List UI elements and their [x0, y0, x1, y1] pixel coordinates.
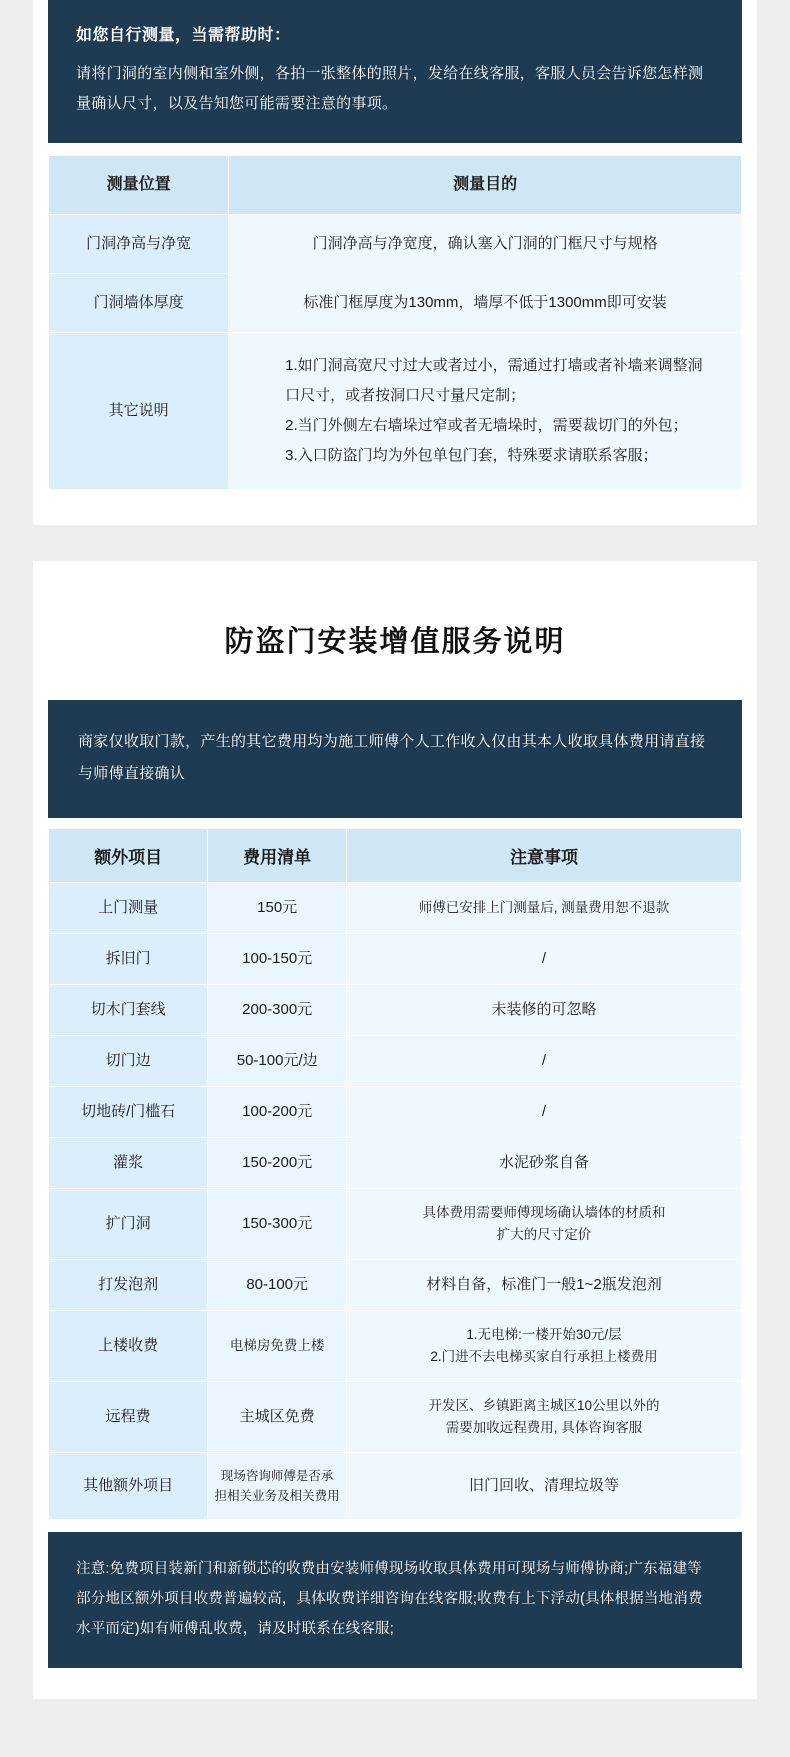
table-row — [49, 934, 742, 985]
cell-remark: 1.无电梯:一楼开始30元/层 2.门进不去电梯买家自行承担上楼费用 — [346, 1311, 741, 1382]
cell-fee: 主城区免费 — [208, 1382, 347, 1453]
table-row — [49, 1087, 742, 1138]
fee-warning-note: 注意:免费项目装新门和新锁芯的收费由安装师傅现场收取具体费用可现场与师傅协商;广东福建等部分地区额外项目收费普遍较高，具体收费详细咨询在线客服;收费有上下浮动(具体根据当地消费水平而定)如有师傅乱收费，请及时联系在线客服; — [48, 1532, 742, 1668]
measurement-table — [48, 155, 742, 490]
table-header-row — [49, 156, 742, 215]
cell-remark: 材料自备，标准门一般1~2瓶发泡剂 — [346, 1260, 741, 1311]
fee-table — [48, 828, 742, 1520]
cell-other-notes — [229, 333, 742, 490]
table-row — [49, 883, 742, 934]
table-row — [49, 1189, 742, 1260]
cell-position: 门洞净高与净宽 — [49, 215, 229, 274]
cell-item: 切木门套线 — [49, 985, 208, 1036]
cell-item: 切地砖/门槛石 — [49, 1087, 208, 1138]
cell-remark: / — [346, 1036, 741, 1087]
table-row — [49, 1311, 742, 1382]
section-gap — [0, 525, 790, 561]
measure-note-banner — [48, 0, 742, 143]
cell-fee: 现场咨询师傅是否承 担相关业务及相关费用 — [208, 1453, 347, 1520]
col-header-remark: 注意事项 — [346, 829, 741, 883]
cell-remark: / — [346, 934, 741, 985]
table-header-row — [49, 829, 742, 883]
page-bottom-gap — [0, 1699, 790, 1733]
cell-item: 切门边 — [49, 1036, 208, 1087]
cell-fee: 100-200元 — [208, 1087, 347, 1138]
table-row — [49, 1453, 742, 1520]
cell-fee: 50-100元/边 — [208, 1036, 347, 1087]
service-note-banner: 商家仅收取门款，产生的其它费用均为施工师傅个人工作收入仅由其本人收取具体费用请直接与师傅直接确认 — [48, 700, 742, 818]
cell-fee: 150-300元 — [208, 1189, 347, 1260]
table-row — [49, 1260, 742, 1311]
measurement-card — [33, 0, 757, 525]
table-row — [49, 1382, 742, 1453]
table-row — [49, 1036, 742, 1087]
col-header-purpose: 测量目的 — [229, 156, 742, 215]
cell-remark: / — [346, 1087, 741, 1138]
cell-item: 打发泡剂 — [49, 1260, 208, 1311]
cell-item: 扩门洞 — [49, 1189, 208, 1260]
cell-remark: 具体费用需要师傅现场确认墙体的材质和 扩大的尺寸定价 — [346, 1189, 741, 1260]
table-row — [49, 1138, 742, 1189]
table-row — [49, 985, 742, 1036]
list-item: 2.当门外侧左右墙垛过窄或者无墙垛时，需要裁切门的外包； — [285, 417, 688, 434]
page-title: 防盗门安装增值服务说明 — [224, 626, 566, 658]
service-card — [33, 561, 757, 1699]
cell-item: 上门测量 — [49, 883, 208, 934]
col-header-item: 额外项目 — [49, 829, 208, 883]
col-header-fee: 费用清单 — [208, 829, 347, 883]
list-item: 1.如门洞高宽尺寸过大或者过小，需通过打墙或者补墙来调整洞口尺寸，或者按洞口尺寸量尺定制； — [285, 357, 703, 404]
cell-fee: 100-150元 — [208, 934, 347, 985]
cell-remark: 水泥砂浆自备 — [346, 1138, 741, 1189]
cell-other-label: 其它说明 — [49, 333, 229, 490]
cell-purpose: 标准门框厚度为130mm，墙厚不低于1300mm即可安装 — [229, 274, 742, 333]
cell-remark: 未装修的可忽略 — [346, 985, 741, 1036]
cell-purpose: 门洞净高与净宽度，确认塞入门洞的门框尺寸与规格 — [229, 215, 742, 274]
col-header-position: 测量位置 — [49, 156, 229, 215]
cell-remark: 旧门回收、清理垃圾等 — [346, 1453, 741, 1520]
table-row-other — [49, 333, 742, 490]
table-row — [49, 215, 742, 274]
cell-item: 灌浆 — [49, 1138, 208, 1189]
cell-fee: 150-200元 — [208, 1138, 347, 1189]
cell-fee: 200-300元 — [208, 985, 347, 1036]
cell-item: 其他额外项目 — [49, 1453, 208, 1520]
cell-item: 远程费 — [49, 1382, 208, 1453]
cell-item: 拆旧门 — [49, 934, 208, 985]
table-row — [49, 274, 742, 333]
cell-remark: 师傅已安排上门测量后, 测量费用恕不退款 — [346, 883, 741, 934]
other-notes-list — [269, 351, 715, 471]
cell-item: 上楼收费 — [49, 1311, 208, 1382]
cell-fee: 80-100元 — [208, 1260, 347, 1311]
cell-fee: 150元 — [208, 883, 347, 934]
list-item: 3.入口防盗门均为外包单包门套，特殊要求请联系客服； — [285, 447, 658, 464]
cell-fee: 电梯房免费上楼 — [208, 1311, 347, 1382]
measure-note-title: 如您自行测量，当需帮助时： — [76, 27, 291, 44]
cell-position: 门洞墙体厚度 — [49, 274, 229, 333]
cell-remark: 开发区、乡镇距离主城区10公里以外的 需要加收远程费用, 具体咨询客服 — [346, 1382, 741, 1453]
measure-note-body: 请将门洞的室内侧和室外侧，各拍一张整体的照片，发给在线客服，客服人员会告诉您怎样测量确认尺寸，以及告知您可能需要注意的事项。 — [76, 65, 704, 112]
